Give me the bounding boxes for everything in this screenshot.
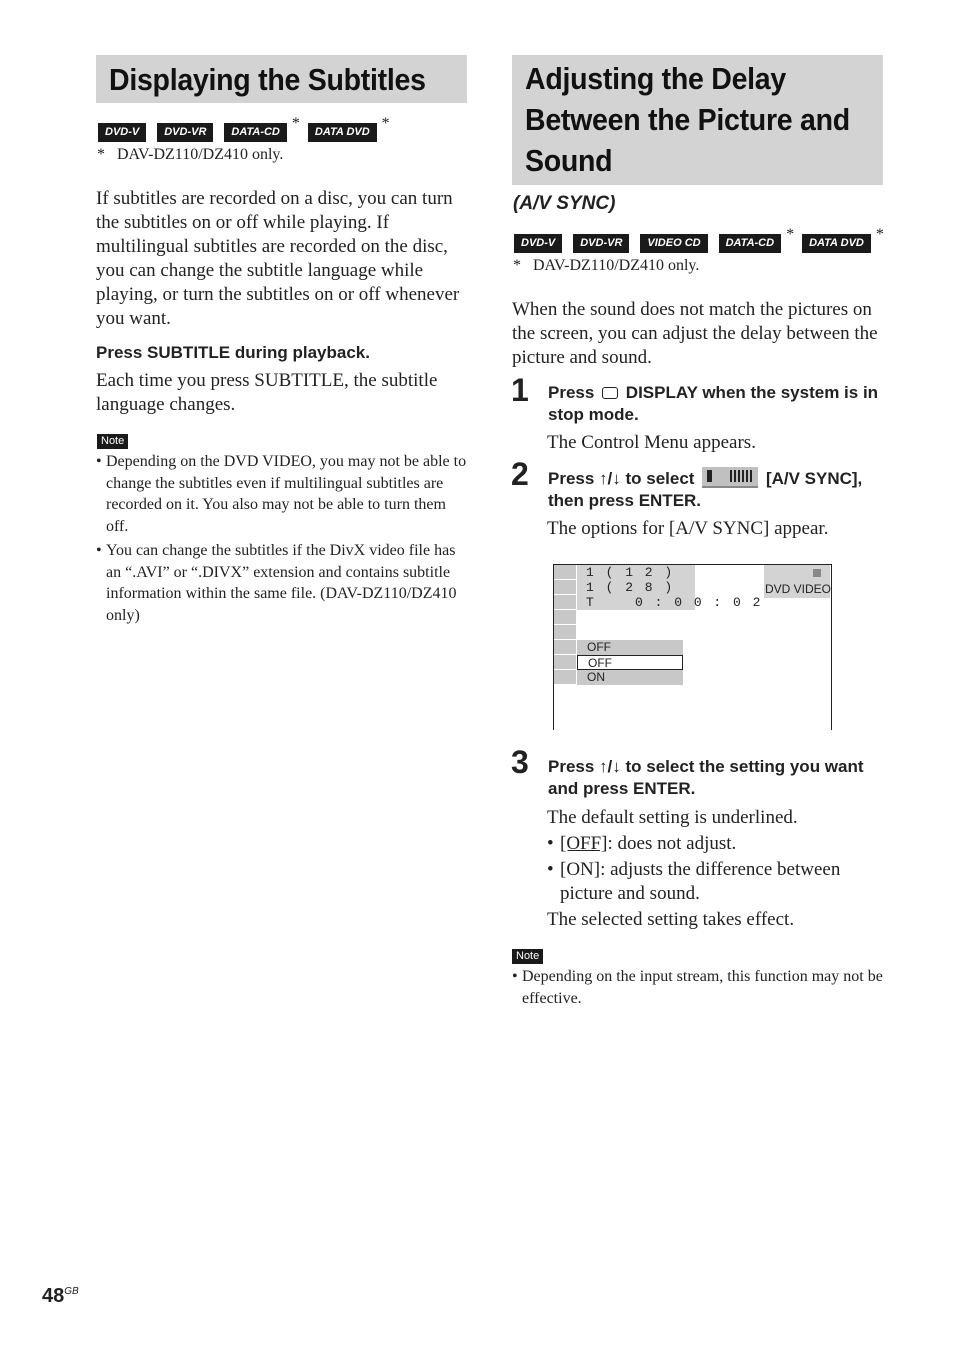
- badge-dvd-vr: DVD-VR: [157, 123, 213, 142]
- step-2-result: The options for [A/V SYNC] appear.: [547, 518, 829, 539]
- asterisk: *: [291, 115, 300, 132]
- step-2-instruction: [548, 467, 888, 512]
- step-2-pre: Press ↑/↓ to select: [548, 469, 695, 488]
- asterisk: *: [786, 226, 795, 243]
- list-item: • Depending on the DVD VIDEO, you may not be able to change the subtitles even if multilingual subtitles are recorded on it. You also may not be able to turn them off.: [96, 451, 470, 538]
- step-3-after: The selected setting takes effect.: [547, 909, 795, 930]
- list-item: • Depending on the input stream, this function may not be effective.: [512, 966, 884, 1009]
- list-item: • [OFF]: does not adjust.: [547, 832, 882, 856]
- current-setting-label: OFF: [577, 640, 683, 655]
- list-item: • You can change the subtitles if the DivX video file has an “.AVI” or “.DIVX” extension and contains subtitle information within the same file. (DAV-DZ110/DZ410 only): [96, 540, 470, 627]
- option-on[interactable]: ON: [577, 670, 683, 685]
- option-off[interactable]: OFF: [577, 655, 683, 670]
- step-3-number: 3: [511, 744, 529, 780]
- right-footnote: * DAV-DZ110/DZ410 only.: [513, 257, 700, 274]
- badge-data-cd: DATA-CD: [224, 123, 286, 142]
- menu-icon-column: [554, 565, 576, 685]
- left-footnote: * DAV-DZ110/DZ410 only.: [97, 146, 284, 163]
- badge-data-dvd: DATA DVD: [802, 234, 871, 253]
- left-result-text: Each time you press SUBTITLE, the subtitle language changes.: [96, 370, 438, 415]
- badge-dvd-vr: DVD-VR: [573, 234, 629, 253]
- step-3-instruction: Press ↑/↓ to select the setting you want and press ENTER.: [548, 757, 864, 798]
- step-1-number: 1: [511, 372, 529, 408]
- av-sync-menu-icon: [702, 467, 758, 488]
- left-section-title: Displaying the Subtitles: [109, 62, 426, 97]
- chapter-number-readout: 1 ( 2 8 ): [586, 580, 675, 595]
- right-note-tag: Note: [512, 949, 543, 964]
- playback-info-box: [577, 565, 763, 610]
- page-number: $48^{GB}$: [42, 1285, 79, 1307]
- step-3-body: [547, 806, 882, 932]
- media-type-label: DVD VIDEO: [765, 582, 832, 596]
- left-disc-badges: [98, 115, 398, 142]
- right-title-line-2: Between the Picture and: [525, 102, 850, 137]
- step-2-post: [A/V SYNC], then press ENTER.: [548, 469, 863, 510]
- status-square-icon: [813, 569, 821, 577]
- left-intro-text: If subtitles are recorded on a disc, you can turn the subtitles on or off while playing. If multilingual subtitles are recorded on the disc, you can change the subtitle language while playing, or turn the subtitles on or off whenever you want.: [96, 188, 460, 329]
- right-subtitle: (A/V SYNC): [513, 193, 616, 214]
- badge-dvd-v: DVD-V: [98, 123, 146, 142]
- right-title-line-1: Adjusting the Delay: [525, 61, 786, 96]
- title-number-readout: 1 ( 1 2 ): [586, 565, 675, 580]
- left-heading-box: [96, 55, 467, 103]
- badge-data-cd: DATA-CD: [719, 234, 781, 253]
- left-instruction: Press SUBTITLE during playback.: [96, 343, 370, 362]
- left-note-list: [96, 451, 470, 629]
- asterisk: *: [381, 115, 390, 132]
- step-2-number: 2: [511, 456, 529, 492]
- display-button-icon: [602, 387, 618, 399]
- control-menu-screen: [553, 564, 832, 730]
- time-readout: T 0 : 0 0 : 0 2: [586, 595, 763, 610]
- step-1-post: DISPLAY when the system is in stop mode.: [548, 383, 879, 424]
- right-intro-text: When the sound does not match the pictures on the screen, you can adjust the delay between the picture and sound.: [512, 299, 878, 368]
- right-heading-box: [512, 55, 883, 185]
- av-sync-options: [577, 640, 683, 685]
- badge-dvd-v: DVD-V: [514, 234, 562, 253]
- step-1-pre: Press: [548, 383, 595, 402]
- badge-video-cd: VIDEO CD: [640, 234, 707, 253]
- step-3-result: The default setting is underlined.: [547, 807, 798, 828]
- step-1-result: The Control Menu appears.: [547, 432, 756, 453]
- right-disc-badges: [514, 226, 892, 253]
- step-1-instruction: [548, 382, 888, 426]
- media-info-box: [764, 565, 830, 598]
- right-title-line-3: Sound: [525, 143, 613, 178]
- list-item: • [ON]: adjusts the difference between picture and sound.: [547, 858, 882, 906]
- left-note-tag: Note: [97, 434, 128, 449]
- badge-data-dvd: DATA DVD: [308, 123, 377, 142]
- right-note-list: [512, 966, 884, 1011]
- asterisk: *: [875, 226, 884, 243]
